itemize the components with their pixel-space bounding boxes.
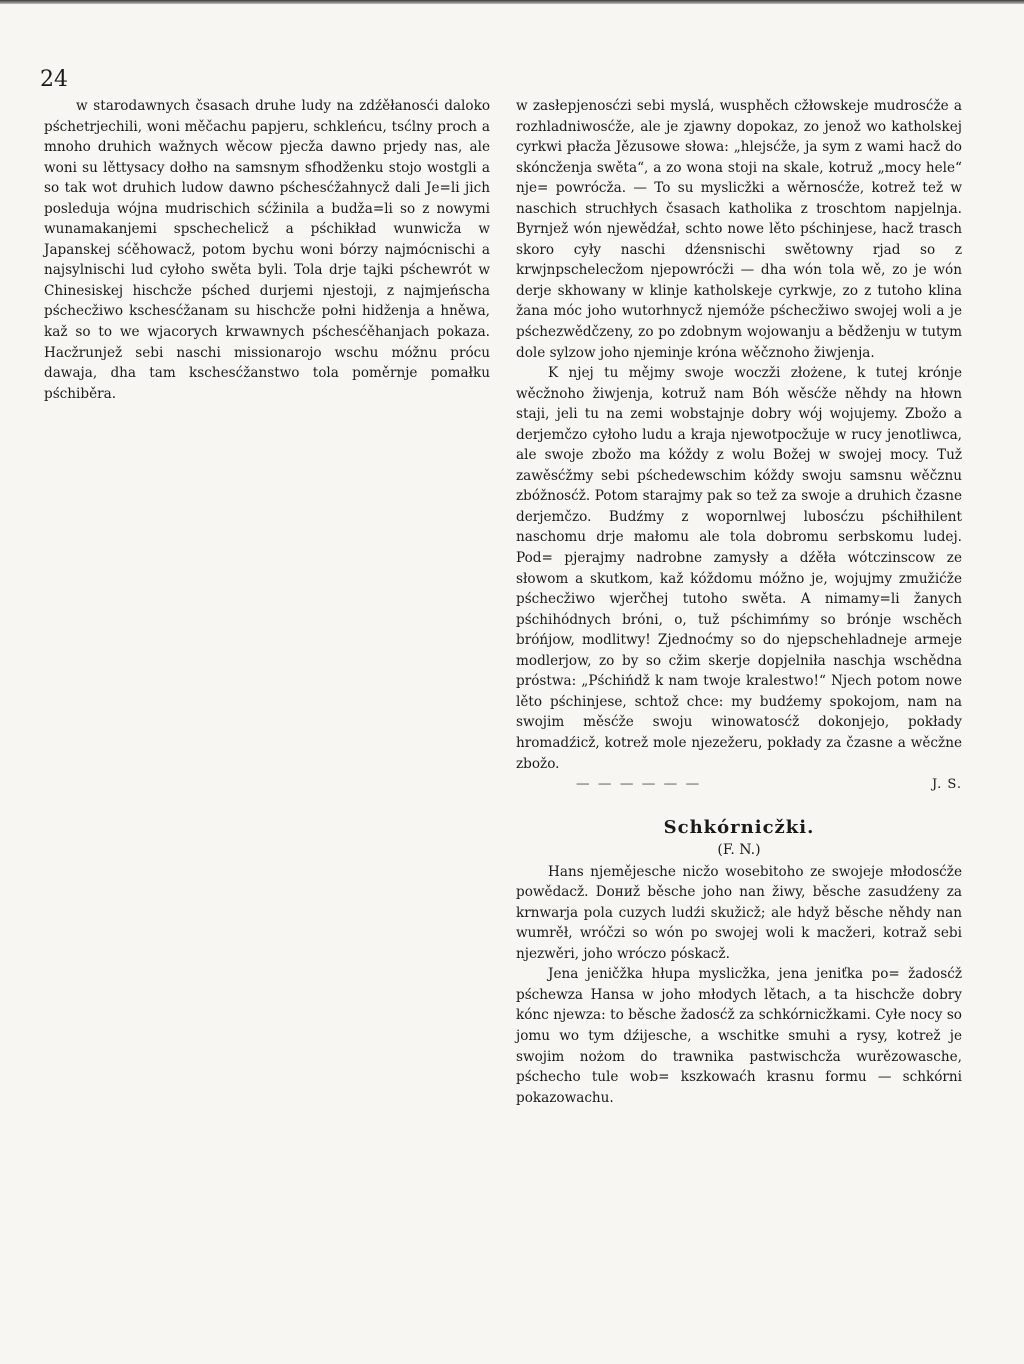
section-author: (F. N.)	[717, 841, 761, 858]
left-column	[44, 96, 490, 404]
signature-line	[516, 774, 962, 796]
right-column	[516, 96, 962, 1108]
page-number: 24	[40, 67, 68, 92]
separator-dashes: — — — — — —	[576, 776, 702, 793]
article-signature: J. S.	[931, 777, 962, 793]
left-paragraph-1: w starodawnych čsasach druhe ludy na zdźěłanosći daloko pśchetrjechili, woni měčachu papjeru, schkleńcu, tsćlny proch a mnoho druhich wažnych wěcow pjecža dawno prjedy nas, ale woni su lěttysacy dołho na samsnym sfhodženku stojo wostgli a so tak wot druhich ludow dawno pśchesćžahnycž dali Je=li jich posleduja wójna mudrischich sćžinila a budža=li so z nowymi wunamakanjemi spschechelicž a pśchikład wunwicža w Japanskej sćěhowacž, potom bychu woni bórzy najmócnischi a najsylnischi lud cyłoho swěta byli. Tola drje tajki pśchewrót w Chinesiskej hischcže pśched durjemi njestoji, z najmjeńscha pśchecžiwo kschesćžanam su hischcže połni hidženja a hněwa, kaž so to we wjacorych krwawnych pśchesćěhanjach pokaza. Hacžrunjež sebi naschi missionarojo wschu móžnu prócu dawaja, dha tam kschesćžanstwo tola poměrnje pomałku pśchiběra.	[44, 98, 490, 402]
story-paragraph-1: Hans njemějesche nicžo wosebitoho ze swojeje młodosćže powědacž. Dониž běsche joho nan žiwy, běsche zasudźeny za krnwarja pola cuzych ludźi skužicž; ale hdyž běsche něhdy nan wumrěł, wróčzi so wón po swojej woli k macžeri, kotraž sebi njezwěri, joho wróczo póskacž.	[516, 863, 962, 962]
right-paragraph-1: w zasłepjenosćzi sebi myslá, wusphěch cžłowskeje mudrosćže a rozhladniwosćže, ale je zjawny dopokaz, zo jenož wo katholskej cyrkwi płacža Jězusowe słowa: „hlejsćže, ja sym z wami hacž do skóncženja swěta“, a zo wona stoji na skale, kotruž „mocy hele“ nje= powrócža. — To su myslicžki a wěrnosćže, kotrež tež w naschich struchłych čsasach katholika z troschtom napjelnja. Byrnjež wón njewědźał, schto nowe lěto pśchinjese, hacž trasch skoro cyły naschi dźensnischi swětowny rjad so z krwjnpschelecžom njepowrócži — dha wón tola wě, zo je wón derje skhowany w klinje katholskeje cyrkwje, zo z tutoho klina žana móc joho wutorhnycž njemóže pśchecžiwo swojej woli a je pśchezwědčzeny, zo po zdobnym wojowanju a bědženju w tutym dole sylzow joho njeminje króna wěčznoho žiwjenja.	[516, 98, 962, 361]
scan-top-edge	[0, 0, 1024, 4]
story-paragraph-2: Jena jeničžka hłupa myslicžka, jena jeniťka po= žadosćž pśchewza Hansa w joho młodych lětach, a ta hischcže dobry kónc njewza: to běsche žadosćž za schkórnicžkami. Cyłe nocy so jomu wo tym dźijesche, a wschitke smuhi a rysy, kotrež je swojim nożom do trawnika pastwischcža wurězowasche, pśchecho tule wob= kszkowaćh krasnu formu — schkórni pokazowachu.	[516, 966, 962, 1106]
section-title: Schkórnicžki.	[663, 816, 815, 838]
right-paragraph-2: K njej tu mějmy swoje woczži złożene, k tutej krónje wěcžnoho žiwjenja, kotruž nam Bóh wěsćže něhdy na hłown staji, jeli tu na zemi wobstajnje dobry wój wojujemy. Zbožo a derjemčzo cyłoho ludu a kraja njewotpocžuje w rucy jenotliwca, ale swoje zbožo ma kóždy z wolu Božej w swojej mocy. Tuž zawěsćžmy sebi pśchedewschim kóždy swoju samsnu wěčznu zbóžnosćž. Potom starajmy pak so tež za swoje a druhich čzasne derjemčzo. Budźmy z wopornlwej lubosćzu pśchiłhilent naschomu drje małomu ale tola dobromu serbskomu ludej. Pod= pjerajmy nadrobne zamysły a dźěła wótczinscow ze słowom a skutkom, kaž kóždomu móžno je, wojujmy zmužićže pśchecžiwo wjerčhej tutoho swěta. A nimamy=li žanych pśchihódnych bróni, o, tuž pśchimńmy so brónje wschěch bróńjow, modlitwy! Zjednoćmy so do njepschehladneje armeje modlerjow, zo by so cžim skerje dopjelniła naschja wschědna próstwa: „Pśchińdž k nam twoje kralestwo!“ Njech potom nowe lěto pśchinjese, schtož chce: my budźemy spokojom, nam na swojim měsćže swoju winowatosćž dokonjejo, pokłady hromadźicž, kotrež mole njezežeru, pokłady za čzasne a wěcžne zbožo.	[516, 365, 962, 772]
